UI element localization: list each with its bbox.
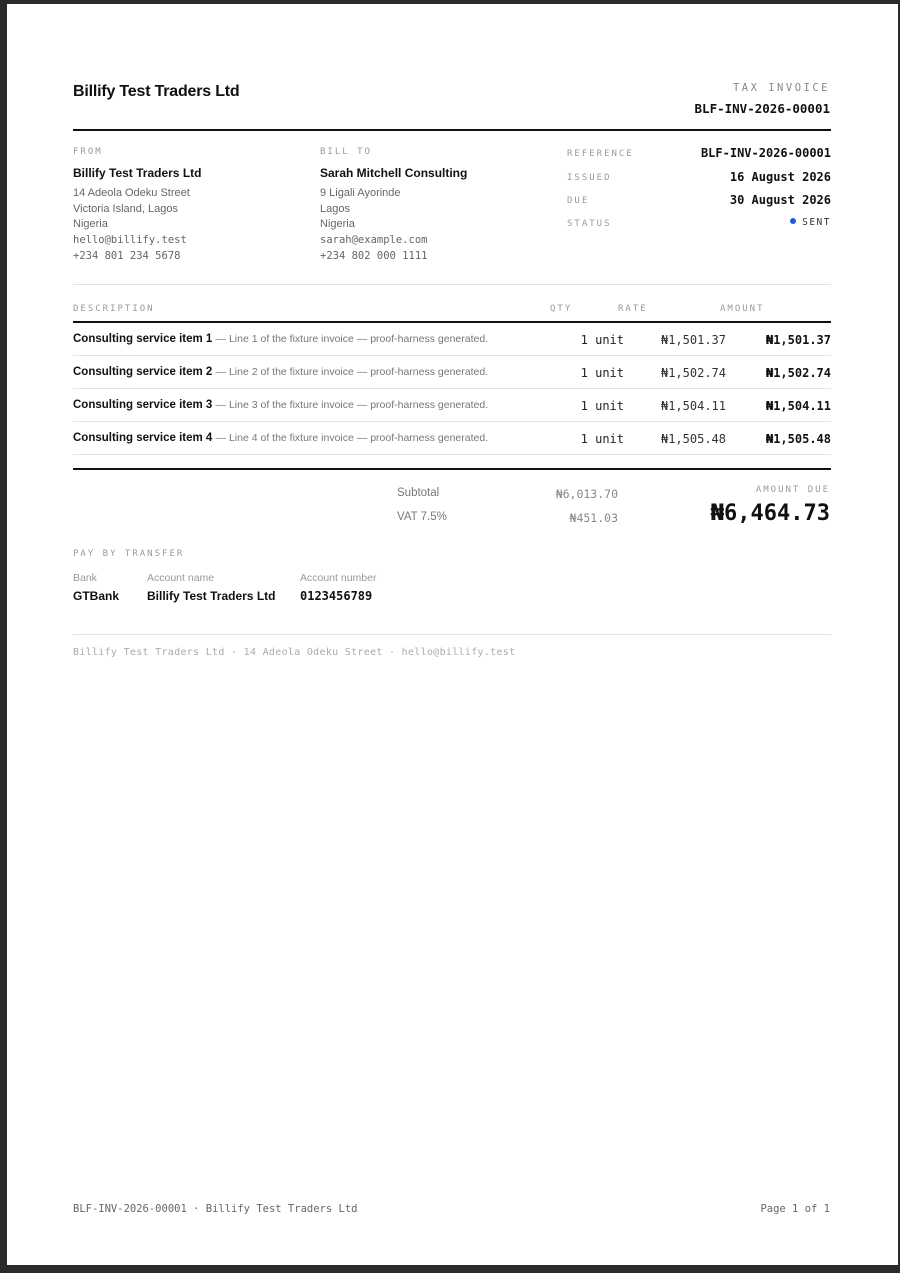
vat-label: VAT 7.5%	[397, 511, 447, 523]
item-rate: ₦1,505.48	[660, 432, 726, 446]
footer-divider	[73, 634, 831, 635]
item-qty: 1 unit	[580, 366, 624, 380]
reference-value: BLF-INV-2026-00001	[700, 146, 831, 160]
from-address-line: Nigeria	[73, 218, 108, 231]
item-title: Consulting service item 2	[73, 366, 213, 378]
item-rate: ₦1,502.74	[660, 366, 726, 380]
item-detail: — Line 1 of the fixture invoice — proof-harness generated.	[215, 333, 489, 345]
item-rate: ₦1,501.37	[660, 333, 726, 347]
account-number-value: 0123456789	[300, 589, 373, 603]
status-label: STATUS	[567, 219, 612, 229]
pay-by-transfer-title: PAY BY TRANSFER	[73, 549, 185, 559]
bill-to-address-line: 9 Ligali Ayorinde	[320, 187, 401, 199]
table-row	[73, 389, 831, 422]
item-amount: ₦1,502.74	[765, 366, 831, 380]
bill-to-address-line: Nigeria	[320, 218, 355, 231]
table-row	[73, 356, 831, 389]
item-detail: — Line 2 of the fixture invoice — proof-harness generated.	[215, 366, 489, 378]
item-title: Consulting service item 3	[73, 399, 213, 411]
bank-value: GTBank	[73, 589, 120, 603]
status-dot-icon	[790, 218, 796, 224]
table-row	[73, 323, 831, 356]
from-block	[73, 147, 303, 265]
from-phone: +234 801 234 5678	[73, 249, 181, 262]
bill-to-email: sarah@example.com	[320, 234, 428, 247]
item-description	[73, 399, 488, 411]
due-value: 30 August 2026	[729, 193, 831, 207]
table-row	[73, 422, 831, 455]
from-address-line: Victoria Island, Lagos	[73, 202, 178, 215]
item-title: Consulting service item 1	[73, 333, 213, 345]
bank-label: Bank	[73, 572, 97, 584]
bill-to-block	[320, 147, 550, 265]
col-header-rate: RATE	[618, 304, 648, 314]
item-description	[73, 432, 488, 444]
col-header-description: DESCRIPTION	[73, 304, 155, 314]
item-rate: ₦1,504.11	[660, 399, 726, 413]
item-amount: ₦1,505.48	[765, 432, 831, 446]
page-footer-reference: BLF-INV-2026-00001 · Billify Test Traders Ltd	[73, 1203, 358, 1215]
page-number: Page 1 of 1	[760, 1203, 830, 1215]
account-name-label: Account name	[147, 572, 215, 584]
col-header-amount: AMOUNT	[720, 304, 765, 314]
bill-to-label: BILL TO	[320, 147, 372, 157]
header-divider	[73, 129, 831, 131]
amount-due-value: ₦6,464.73	[710, 501, 830, 526]
item-description	[73, 366, 488, 378]
invoice-page	[7, 4, 898, 1265]
reference-label: REFERENCE	[567, 149, 634, 159]
amount-due-label: AMOUNT DUE	[755, 485, 830, 495]
issued-label: ISSUED	[567, 173, 612, 183]
item-qty: 1 unit	[580, 399, 624, 413]
footer-contact-line: Billify Test Traders Ltd · 14 Adeola Odeku Street · hello@billify.test	[73, 647, 516, 658]
status-badge	[790, 217, 831, 228]
issued-value: 16 August 2026	[729, 170, 831, 184]
item-detail: — Line 3 of the fixture invoice — proof-harness generated.	[215, 399, 489, 411]
bill-to-phone: +234 802 000 1111	[320, 249, 428, 262]
vat-value: ₦451.03	[569, 511, 618, 525]
from-address-line: 14 Adeola Odeku Street	[73, 187, 190, 199]
subtotal-value: ₦6,013.70	[555, 487, 618, 501]
account-name-value: Billify Test Traders Ltd	[147, 589, 276, 603]
subtotal-label: Subtotal	[397, 487, 440, 499]
invoice-number: BLF-INV-2026-00001	[694, 101, 830, 116]
item-detail: — Line 4 of the fixture invoice — proof-harness generated.	[215, 432, 489, 444]
document-type: TAX INVOICE	[732, 82, 830, 94]
from-label: FROM	[73, 147, 103, 157]
item-qty: 1 unit	[580, 333, 624, 347]
item-description	[73, 333, 488, 345]
from-name: Billify Test Traders Ltd	[73, 166, 202, 180]
item-amount: ₦1,501.37	[765, 333, 831, 347]
account-number-label: Account number	[300, 572, 377, 584]
section-divider	[73, 284, 831, 285]
item-qty: 1 unit	[580, 432, 624, 446]
item-title: Consulting service item 4	[73, 432, 213, 444]
totals-rule	[73, 468, 831, 470]
from-email: hello@billify.test	[73, 234, 187, 247]
company-name: Billify Test Traders Ltd	[73, 83, 240, 100]
item-amount: ₦1,504.11	[765, 399, 831, 413]
bill-to-name: Sarah Mitchell Consulting	[320, 166, 468, 180]
due-label: DUE	[567, 196, 590, 206]
col-header-qty: QTY	[550, 304, 573, 314]
row-divider	[73, 454, 831, 455]
bill-to-address-line: Lagos	[320, 202, 350, 215]
status-value: SENT	[802, 217, 831, 228]
